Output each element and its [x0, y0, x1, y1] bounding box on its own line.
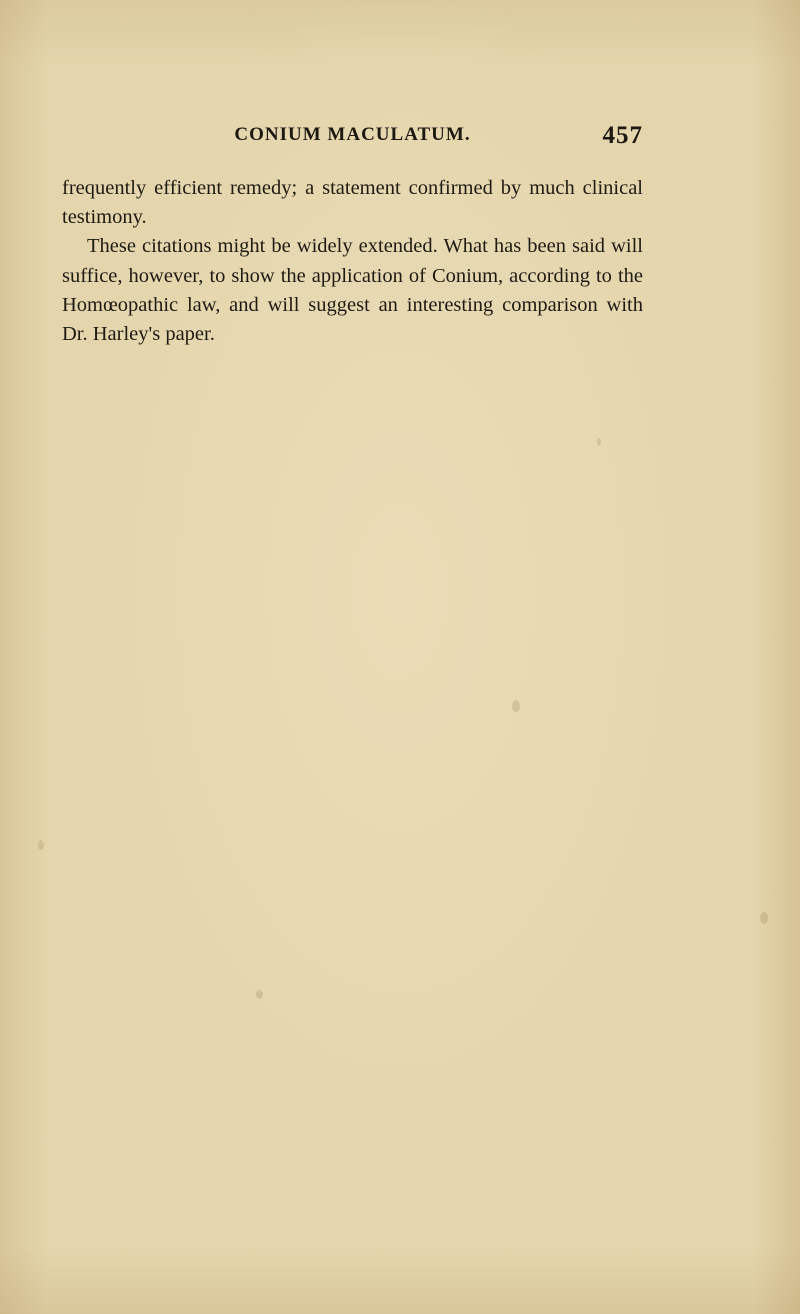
- page-number: 457: [602, 122, 643, 149]
- paragraph: These citations might be widely extended. What has been said will suffice, however, to show the application of Conium, according to the Homœopathic law, and will suggest an interesting comparison with Dr. Harley's paper.: [62, 235, 643, 346]
- paper-spot: [597, 438, 601, 446]
- running-title: CONIUM MACULATUM.: [234, 124, 471, 145]
- paper-spot: [38, 840, 44, 850]
- body-text: [62, 174, 643, 349]
- paper-spot: [256, 990, 263, 999]
- paper-spot: [760, 912, 768, 924]
- paragraph-continued: frequently efficient remedy; a statement confirmed by much clinical testimony.: [62, 177, 643, 229]
- paper-spot: [512, 700, 520, 712]
- running-head: [62, 122, 643, 154]
